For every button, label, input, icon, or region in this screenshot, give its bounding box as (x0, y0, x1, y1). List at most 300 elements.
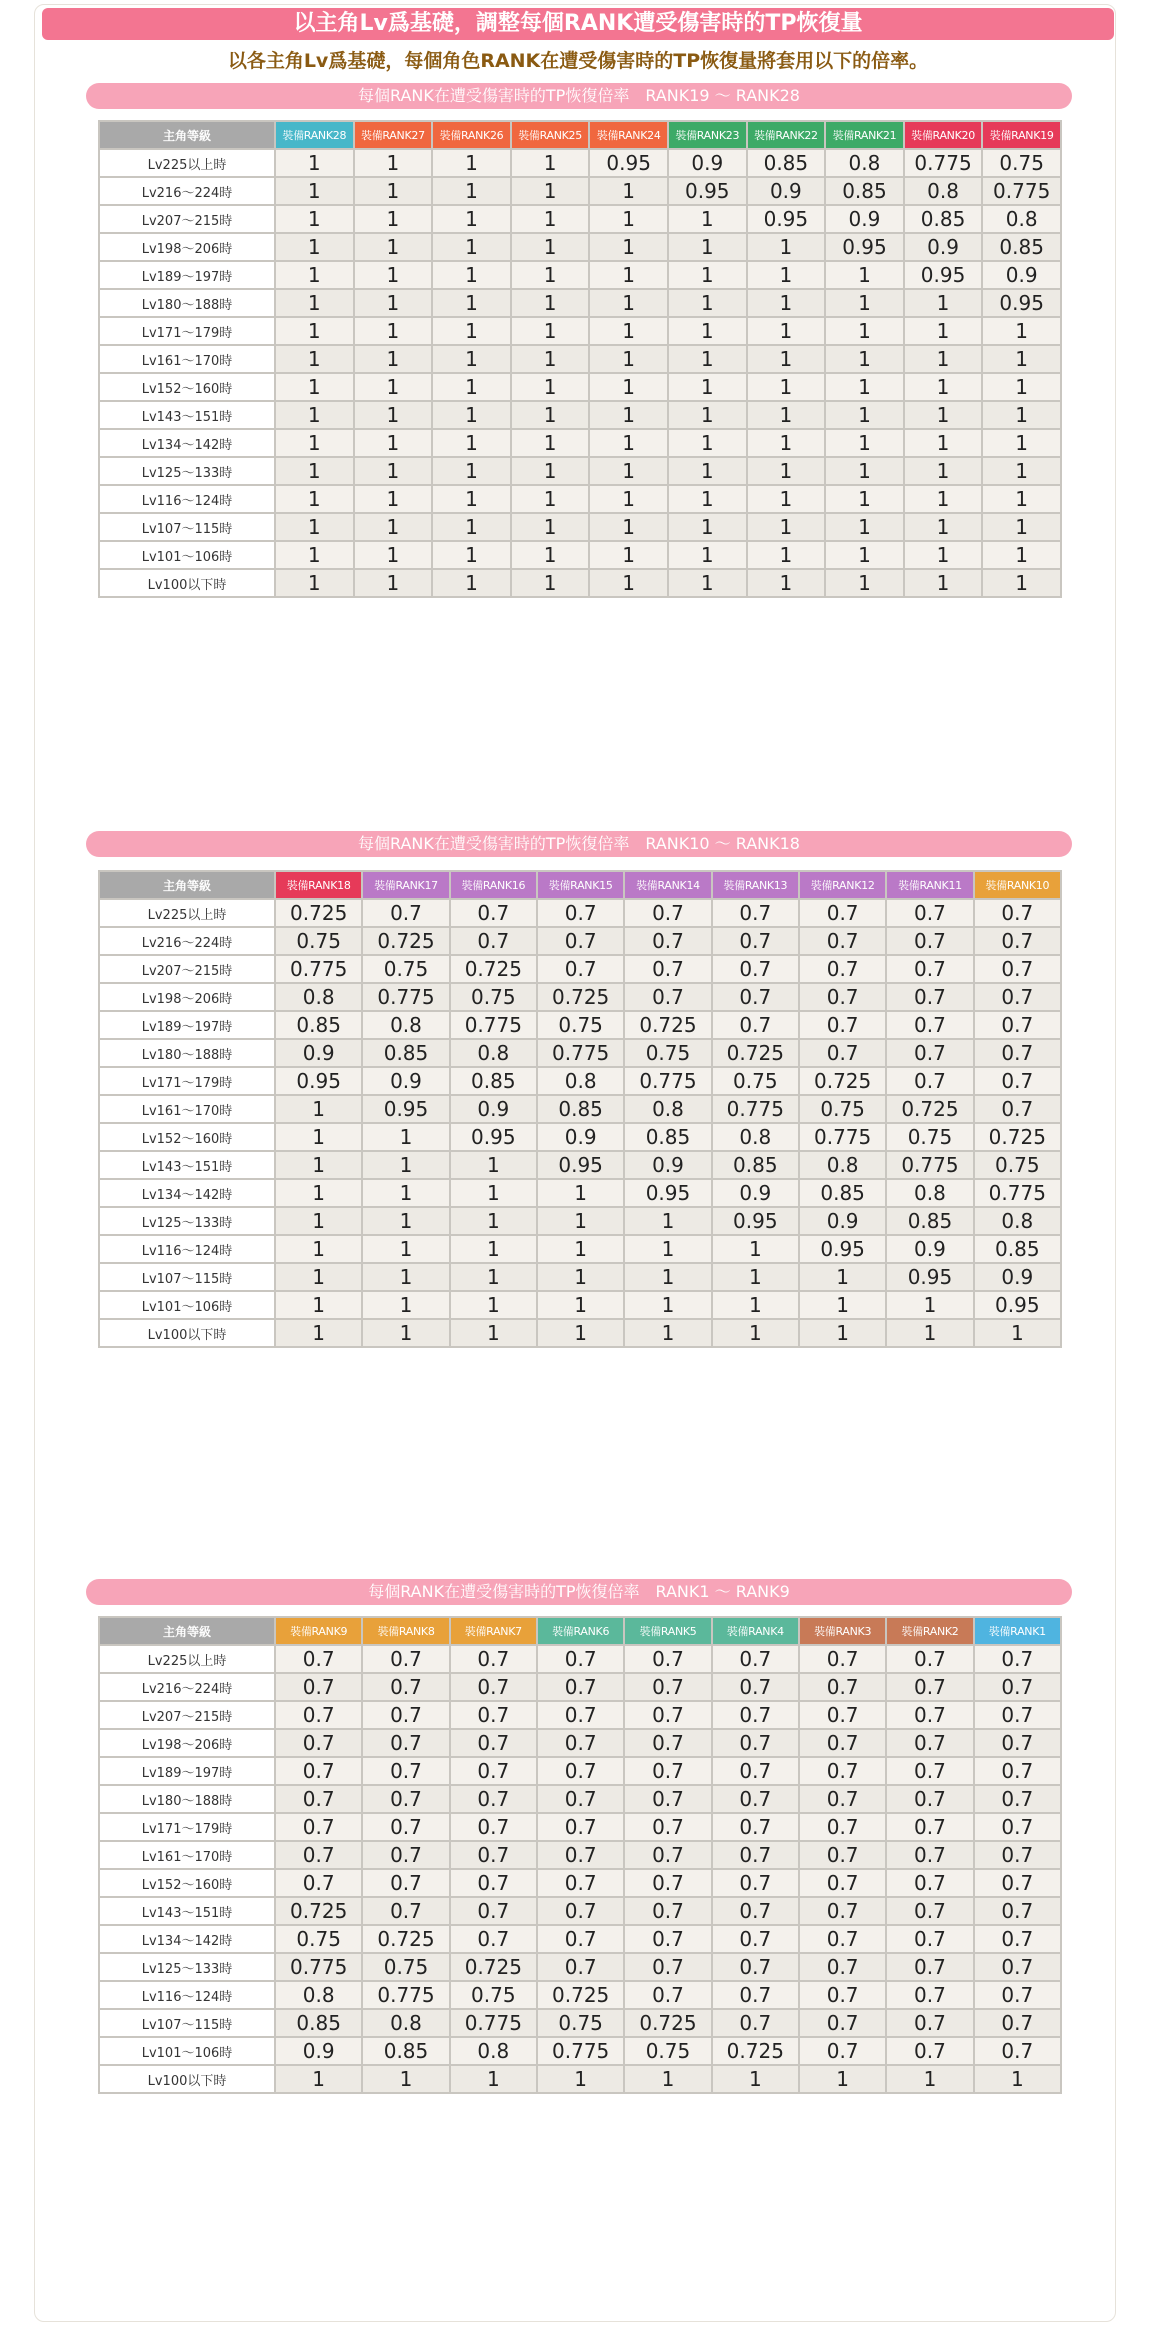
multiplier-cell: 0.7 (886, 1813, 973, 1841)
multiplier-cell: 1 (432, 261, 511, 289)
multiplier-cell: 0.9 (275, 2037, 362, 2065)
multiplier-cell: 1 (589, 373, 668, 401)
multiplier-cell: 0.7 (712, 1757, 799, 1785)
multiplier-cell: 1 (362, 1207, 449, 1235)
multiplier-cell: 0.775 (537, 2037, 624, 2065)
multiplier-cell: 1 (589, 233, 668, 261)
multiplier-cell: 1 (362, 1291, 449, 1319)
multiplier-cell: 0.75 (275, 927, 362, 955)
multiplier-cell: 1 (362, 1179, 449, 1207)
multiplier-cell: 1 (982, 541, 1061, 569)
rank-column-header: 裝備RANK7 (450, 1617, 537, 1645)
level-label: Lv207～215時 (99, 955, 275, 983)
multiplier-cell: 1 (354, 177, 433, 205)
multiplier-cell: 0.7 (974, 1953, 1061, 1981)
multiplier-cell: 0.7 (974, 1095, 1061, 1123)
multiplier-cell: 0.775 (904, 149, 983, 177)
multiplier-cell: 0.8 (799, 1151, 886, 1179)
rank-column-header: 裝備RANK24 (589, 121, 668, 149)
multiplier-cell: 1 (432, 569, 511, 597)
multiplier-cell: 0.725 (624, 1011, 711, 1039)
multiplier-cell: 1 (589, 541, 668, 569)
rank-column-header: 裝備RANK23 (668, 121, 747, 149)
multiplier-cell: 1 (904, 485, 983, 513)
level-label: Lv101～106時 (99, 2037, 275, 2065)
multiplier-cell: 0.7 (799, 1039, 886, 1067)
multiplier-cell: 0.75 (450, 1981, 537, 2009)
table-row (99, 1645, 1061, 1673)
multiplier-cell: 0.75 (712, 1067, 799, 1095)
page-title: 以主角Lv爲基礎，調整每個RANK遭受傷害時的TP恢復量 (42, 8, 1114, 40)
multiplier-cell: 0.7 (799, 1785, 886, 1813)
multiplier-cell: 0.775 (450, 2009, 537, 2037)
multiplier-cell: 0.7 (886, 1841, 973, 1869)
level-label: Lv143～151時 (99, 401, 275, 429)
multiplier-cell: 0.7 (450, 1785, 537, 1813)
rank-column-header: 裝備RANK14 (624, 871, 711, 899)
rank-column-header: 裝備RANK10 (974, 871, 1061, 899)
multiplier-cell: 1 (511, 485, 590, 513)
multiplier-cell: 1 (362, 1263, 449, 1291)
multiplier-cell: 1 (354, 569, 433, 597)
rank-column-header: 裝備RANK2 (886, 1617, 973, 1645)
multiplier-cell: 0.7 (450, 1869, 537, 1897)
multiplier-cell: 0.95 (799, 1235, 886, 1263)
rank-column-header: 裝備RANK17 (362, 871, 449, 899)
multiplier-cell: 0.7 (537, 1785, 624, 1813)
multiplier-cell: 1 (275, 457, 354, 485)
level-label: Lv100以下時 (99, 569, 275, 597)
multiplier-cell: 1 (275, 1207, 362, 1235)
multiplier-cell: 0.7 (450, 1701, 537, 1729)
multiplier-cell: 1 (825, 569, 904, 597)
page-subtitle: 以各主角Lv爲基礎，每個角色RANK在遭受傷害時的TP恢復量將套用以下的倍率。 (227, 50, 929, 72)
multiplier-cell: 0.7 (886, 955, 973, 983)
multiplier-cell: 1 (537, 1291, 624, 1319)
multiplier-cell: 1 (982, 513, 1061, 541)
multiplier-cell: 0.7 (362, 1869, 449, 1897)
multiplier-cell: 1 (747, 429, 826, 457)
multiplier-cell: 0.7 (450, 1813, 537, 1841)
level-label: Lv225以上時 (99, 149, 275, 177)
multiplier-cell: 0.7 (450, 1897, 537, 1925)
multiplier-cell: 0.7 (974, 1785, 1061, 1813)
multiplier-cell: 0.7 (799, 927, 886, 955)
multiplier-cell: 1 (589, 513, 668, 541)
level-label: Lv152～160時 (99, 1869, 275, 1897)
multiplier-cell: 0.95 (668, 177, 747, 205)
multiplier-cell: 0.7 (799, 1841, 886, 1869)
multiplier-cell: 1 (432, 513, 511, 541)
multiplier-cell: 0.85 (904, 205, 983, 233)
multiplier-cell: 1 (747, 401, 826, 429)
multiplier-cell: 1 (432, 233, 511, 261)
multiplier-cell: 0.7 (974, 1841, 1061, 1869)
multiplier-cell: 0.95 (537, 1151, 624, 1179)
level-label: Lv189～197時 (99, 1757, 275, 1785)
multiplier-cell: 1 (974, 1319, 1061, 1347)
level-label: Lv171～179時 (99, 317, 275, 345)
table-row (99, 1813, 1061, 1841)
level-label: Lv116～124時 (99, 485, 275, 513)
rank-column-header: 裝備RANK22 (747, 121, 826, 149)
rank-column-header: 裝備RANK26 (432, 121, 511, 149)
multiplier-cell: 0.8 (712, 1123, 799, 1151)
rank-column-header: 裝備RANK16 (450, 871, 537, 899)
multiplier-cell: 0.7 (799, 1011, 886, 1039)
level-label: Lv180～188時 (99, 1785, 275, 1813)
table-row (99, 401, 1061, 429)
multiplier-cell: 1 (904, 345, 983, 373)
table-row (99, 149, 1061, 177)
multiplier-cell: 1 (799, 1291, 886, 1319)
multiplier-cell: 1 (747, 373, 826, 401)
multiplier-cell: 0.7 (712, 1011, 799, 1039)
level-label: Lv216～224時 (99, 927, 275, 955)
multiplier-cell: 0.775 (974, 1179, 1061, 1207)
multiplier-cell: 1 (624, 1235, 711, 1263)
multiplier-cell: 1 (275, 1095, 362, 1123)
multiplier-cell: 1 (747, 569, 826, 597)
level-label: Lv125～133時 (99, 1953, 275, 1981)
multiplier-cell: 1 (275, 1319, 362, 1347)
level-label: Lv161～170時 (99, 1095, 275, 1123)
multiplier-cell: 0.7 (886, 1953, 973, 1981)
multiplier-cell: 1 (624, 2065, 711, 2093)
multiplier-cell: 0.7 (712, 1869, 799, 1897)
multiplier-cell: 1 (668, 541, 747, 569)
table-rank19-28 (98, 120, 1062, 598)
multiplier-cell: 1 (668, 205, 747, 233)
level-label: Lv180～188時 (99, 289, 275, 317)
multiplier-cell: 0.725 (362, 927, 449, 955)
multiplier-cell: 1 (825, 261, 904, 289)
multiplier-cell: 1 (799, 1263, 886, 1291)
multiplier-cell: 0.9 (450, 1095, 537, 1123)
multiplier-cell: 1 (537, 1179, 624, 1207)
multiplier-cell: 0.7 (712, 1953, 799, 1981)
table-row (99, 1953, 1061, 1981)
multiplier-cell: 1 (275, 205, 354, 233)
multiplier-cell: 0.725 (275, 899, 362, 927)
table-row (99, 1897, 1061, 1925)
multiplier-cell: 1 (668, 261, 747, 289)
multiplier-cell: 0.85 (799, 1179, 886, 1207)
multiplier-cell: 1 (904, 401, 983, 429)
rank-column-header: 裝備RANK19 (982, 121, 1061, 149)
multiplier-cell: 1 (450, 1319, 537, 1347)
multiplier-cell: 0.95 (747, 205, 826, 233)
multiplier-cell: 0.7 (362, 899, 449, 927)
table-row (99, 1757, 1061, 1785)
multiplier-cell: 0.7 (537, 1841, 624, 1869)
multiplier-cell: 0.7 (624, 1925, 711, 1953)
multiplier-cell: 1 (904, 373, 983, 401)
multiplier-cell: 0.7 (799, 1813, 886, 1841)
level-label: Lv116～124時 (99, 1235, 275, 1263)
table-row (99, 177, 1061, 205)
multiplier-cell: 0.7 (974, 1869, 1061, 1897)
multiplier-cell: 0.775 (886, 1151, 973, 1179)
table-row (99, 345, 1061, 373)
multiplier-cell: 1 (275, 261, 354, 289)
table-row (99, 1291, 1061, 1319)
multiplier-cell: 0.725 (712, 2037, 799, 2065)
multiplier-cell: 1 (668, 345, 747, 373)
multiplier-cell: 1 (432, 289, 511, 317)
multiplier-cell: 1 (712, 1291, 799, 1319)
multiplier-cell: 1 (354, 345, 433, 373)
multiplier-cell: 1 (511, 205, 590, 233)
level-label: Lv134～142時 (99, 429, 275, 457)
multiplier-cell: 0.7 (537, 1925, 624, 1953)
multiplier-cell: 0.7 (799, 1925, 886, 1953)
multiplier-cell: 0.7 (799, 2037, 886, 2065)
multiplier-cell: 0.7 (886, 927, 973, 955)
multiplier-cell: 1 (825, 345, 904, 373)
multiplier-cell: 0.7 (974, 1011, 1061, 1039)
multiplier-cell: 1 (275, 401, 354, 429)
table-row (99, 457, 1061, 485)
multiplier-cell: 0.75 (275, 1925, 362, 1953)
multiplier-cell: 1 (511, 177, 590, 205)
table-row (99, 2037, 1061, 2065)
multiplier-cell: 1 (799, 2065, 886, 2093)
multiplier-cell: 0.95 (450, 1123, 537, 1151)
multiplier-cell: 1 (904, 513, 983, 541)
multiplier-cell: 1 (589, 205, 668, 233)
table-row (99, 1869, 1061, 1897)
multiplier-cell: 1 (668, 317, 747, 345)
multiplier-cell: 1 (668, 289, 747, 317)
multiplier-cell: 0.95 (712, 1207, 799, 1235)
multiplier-cell: 0.725 (450, 955, 537, 983)
multiplier-cell: 1 (668, 233, 747, 261)
multiplier-cell: 0.7 (799, 955, 886, 983)
multiplier-cell: 1 (450, 1235, 537, 1263)
multiplier-cell: 0.85 (537, 1095, 624, 1123)
table-row (99, 513, 1061, 541)
multiplier-cell: 1 (450, 1151, 537, 1179)
multiplier-cell: 0.7 (275, 1701, 362, 1729)
level-label: Lv143～151時 (99, 1897, 275, 1925)
multiplier-cell: 0.8 (904, 177, 983, 205)
multiplier-cell: 1 (511, 569, 590, 597)
table-row (99, 1785, 1061, 1813)
multiplier-cell: 0.7 (450, 1841, 537, 1869)
multiplier-cell: 0.775 (362, 1981, 449, 2009)
multiplier-cell: 1 (511, 261, 590, 289)
multiplier-cell: 0.7 (974, 899, 1061, 927)
multiplier-cell: 1 (982, 373, 1061, 401)
multiplier-cell: 0.7 (974, 1729, 1061, 1757)
multiplier-cell: 0.7 (537, 1897, 624, 1925)
multiplier-cell: 0.8 (886, 1179, 973, 1207)
multiplier-cell: 0.7 (799, 1981, 886, 2009)
multiplier-cell: 1 (589, 261, 668, 289)
multiplier-cell: 0.775 (712, 1095, 799, 1123)
multiplier-cell: 1 (589, 345, 668, 373)
level-label: Lv100以下時 (99, 2065, 275, 2093)
multiplier-cell: 0.95 (825, 233, 904, 261)
multiplier-cell: 0.7 (275, 1813, 362, 1841)
multiplier-cell: 0.7 (712, 1645, 799, 1673)
table-row (99, 1207, 1061, 1235)
multiplier-cell: 1 (354, 513, 433, 541)
multiplier-cell: 1 (712, 2065, 799, 2093)
multiplier-cell: 1 (668, 401, 747, 429)
multiplier-cell: 1 (589, 289, 668, 317)
multiplier-cell: 0.7 (275, 1729, 362, 1757)
level-label: Lv161～170時 (99, 345, 275, 373)
level-label: Lv180～188時 (99, 1039, 275, 1067)
multiplier-cell: 0.8 (275, 1981, 362, 2009)
table-row (99, 1039, 1061, 1067)
multiplier-cell: 1 (825, 429, 904, 457)
multiplier-cell: 1 (624, 1207, 711, 1235)
multiplier-cell: 0.775 (275, 1953, 362, 1981)
level-label: Lv225以上時 (99, 899, 275, 927)
multiplier-cell: 1 (982, 569, 1061, 597)
multiplier-cell: 1 (537, 2065, 624, 2093)
multiplier-cell: 0.7 (275, 1645, 362, 1673)
multiplier-cell: 0.95 (904, 261, 983, 289)
multiplier-cell: 0.7 (275, 1673, 362, 1701)
multiplier-cell: 0.8 (537, 1067, 624, 1095)
table-row (99, 1981, 1061, 2009)
multiplier-cell: 0.9 (747, 177, 826, 205)
level-column-header: 主角等級 (99, 871, 275, 899)
multiplier-cell: 0.8 (362, 2009, 449, 2037)
multiplier-cell: 0.775 (982, 177, 1061, 205)
multiplier-cell: 0.7 (537, 1953, 624, 1981)
multiplier-cell: 0.8 (362, 1011, 449, 1039)
multiplier-cell: 0.85 (450, 1067, 537, 1095)
multiplier-cell: 1 (589, 401, 668, 429)
multiplier-cell: 1 (668, 429, 747, 457)
table-row (99, 1925, 1061, 1953)
multiplier-cell: 0.7 (362, 1757, 449, 1785)
multiplier-cell: 0.7 (712, 1981, 799, 2009)
multiplier-cell: 1 (450, 1263, 537, 1291)
multiplier-cell: 0.85 (624, 1123, 711, 1151)
multiplier-cell: 0.725 (450, 1953, 537, 1981)
multiplier-cell: 1 (982, 317, 1061, 345)
multiplier-cell: 0.7 (799, 983, 886, 1011)
multiplier-cell: 0.9 (825, 205, 904, 233)
level-label: Lv134～142時 (99, 1925, 275, 1953)
multiplier-cell: 1 (712, 1235, 799, 1263)
multiplier-cell: 0.9 (886, 1235, 973, 1263)
multiplier-cell: 1 (432, 345, 511, 373)
multiplier-cell: 1 (624, 1263, 711, 1291)
multiplier-cell: 0.7 (712, 927, 799, 955)
multiplier-cell: 1 (904, 541, 983, 569)
multiplier-cell: 0.7 (712, 2009, 799, 2037)
multiplier-cell: 1 (511, 541, 590, 569)
multiplier-cell: 0.7 (886, 1981, 973, 2009)
multiplier-cell: 1 (275, 177, 354, 205)
table-row (99, 541, 1061, 569)
multiplier-cell: 0.7 (799, 899, 886, 927)
level-label: Lv189～197時 (99, 1011, 275, 1039)
multiplier-cell: 0.7 (362, 1701, 449, 1729)
table-row (99, 1729, 1061, 1757)
multiplier-cell: 1 (511, 513, 590, 541)
level-label: Lv101～106時 (99, 541, 275, 569)
multiplier-cell: 1 (668, 457, 747, 485)
level-label: Lv171～179時 (99, 1067, 275, 1095)
multiplier-cell: 0.9 (974, 1263, 1061, 1291)
multiplier-cell: 1 (275, 345, 354, 373)
multiplier-cell: 1 (668, 485, 747, 513)
multiplier-cell: 1 (450, 1179, 537, 1207)
multiplier-cell: 0.9 (904, 233, 983, 261)
multiplier-cell: 1 (982, 485, 1061, 513)
multiplier-cell: 1 (354, 205, 433, 233)
table-row (99, 1841, 1061, 1869)
multiplier-cell: 0.7 (537, 1645, 624, 1673)
multiplier-cell: 0.9 (799, 1207, 886, 1235)
multiplier-cell: 0.7 (624, 899, 711, 927)
multiplier-cell: 0.725 (362, 1925, 449, 1953)
multiplier-cell: 1 (511, 401, 590, 429)
multiplier-cell: 0.7 (712, 955, 799, 983)
multiplier-cell: 1 (354, 541, 433, 569)
multiplier-cell: 0.7 (974, 1039, 1061, 1067)
table-row (99, 2009, 1061, 2037)
level-label: Lv207～215時 (99, 1701, 275, 1729)
rank-column-header: 裝備RANK13 (712, 871, 799, 899)
multiplier-cell: 1 (450, 1291, 537, 1319)
multiplier-cell: 1 (432, 149, 511, 177)
multiplier-cell: 1 (589, 485, 668, 513)
multiplier-cell: 0.95 (275, 1067, 362, 1095)
multiplier-cell: 0.7 (362, 1645, 449, 1673)
multiplier-cell: 0.85 (275, 1011, 362, 1039)
multiplier-cell: 1 (432, 373, 511, 401)
multiplier-cell: 0.7 (886, 1645, 973, 1673)
multiplier-cell: 0.85 (362, 1039, 449, 1067)
multiplier-cell: 0.7 (450, 1925, 537, 1953)
multiplier-cell: 0.7 (799, 1869, 886, 1897)
table-row (99, 289, 1061, 317)
multiplier-cell: 0.75 (799, 1095, 886, 1123)
multiplier-cell: 0.7 (886, 1757, 973, 1785)
multiplier-cell: 0.7 (799, 1897, 886, 1925)
multiplier-cell: 1 (511, 289, 590, 317)
table-row (99, 317, 1061, 345)
multiplier-cell: 1 (362, 1235, 449, 1263)
multiplier-cell: 1 (747, 485, 826, 513)
multiplier-cell: 1 (354, 401, 433, 429)
multiplier-cell: 0.7 (537, 927, 624, 955)
multiplier-cell: 0.7 (275, 1869, 362, 1897)
multiplier-cell: 0.725 (799, 1067, 886, 1095)
multiplier-cell: 1 (712, 1263, 799, 1291)
multiplier-cell: 0.7 (886, 1729, 973, 1757)
multiplier-cell: 0.7 (275, 1785, 362, 1813)
multiplier-cell: 1 (668, 569, 747, 597)
multiplier-cell: 0.7 (450, 927, 537, 955)
multiplier-cell: 1 (537, 1235, 624, 1263)
multiplier-cell: 1 (362, 1123, 449, 1151)
level-label: Lv152～160時 (99, 1123, 275, 1151)
multiplier-cell: 1 (886, 1319, 973, 1347)
multiplier-cell: 0.775 (624, 1067, 711, 1095)
multiplier-cell: 1 (886, 1291, 973, 1319)
multiplier-cell: 0.7 (886, 1869, 973, 1897)
